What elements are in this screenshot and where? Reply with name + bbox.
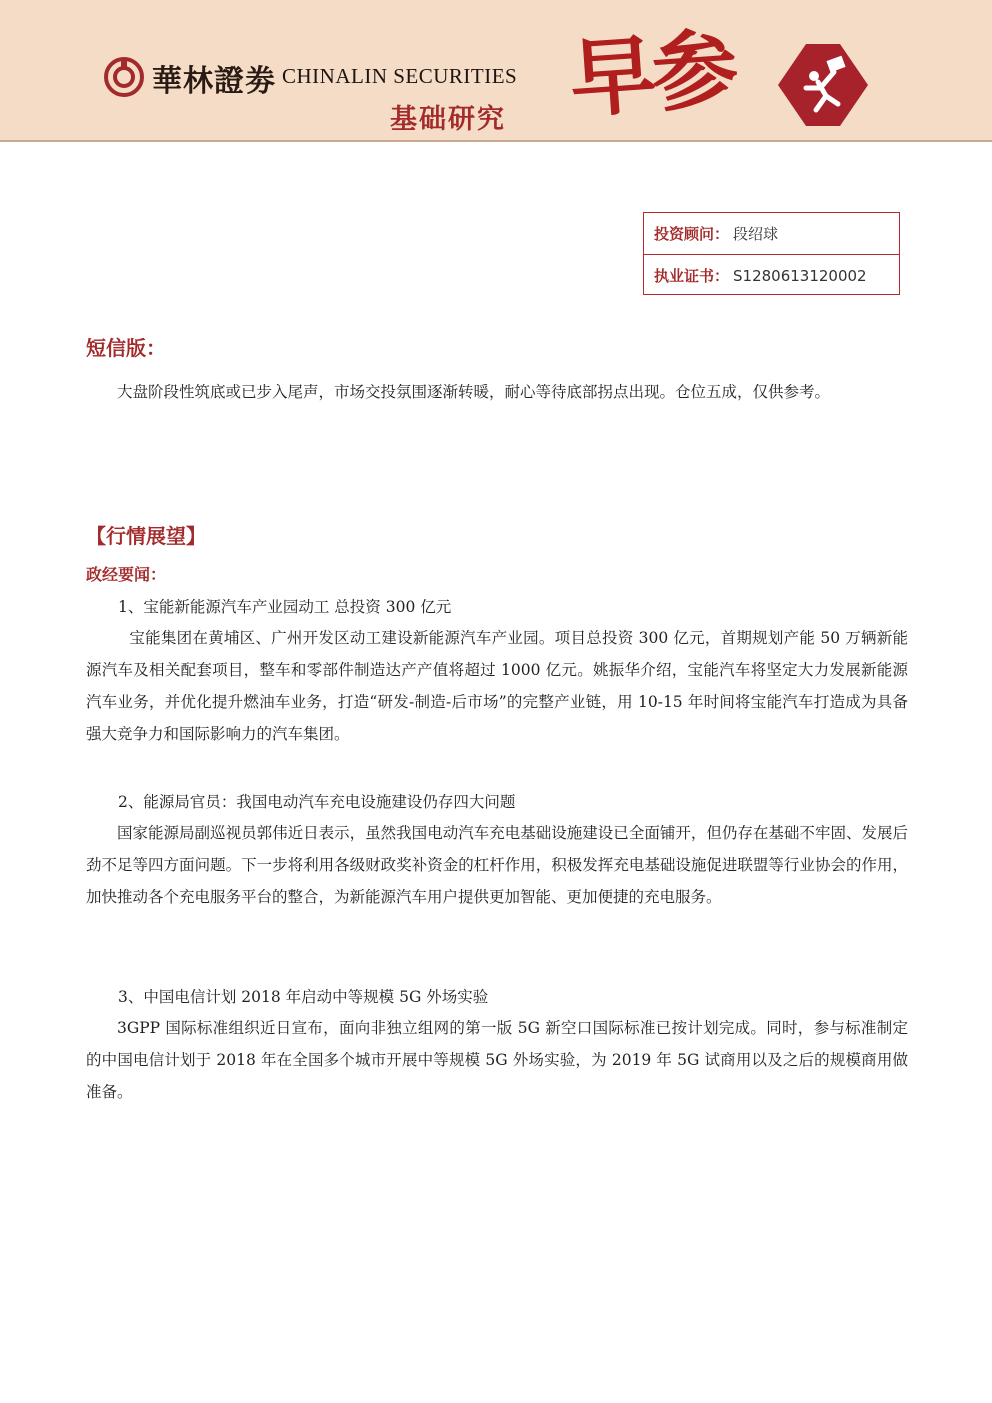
news-subheading: 政经要闻： [86,565,167,584]
license-label: 执业证书： [654,267,730,285]
news-item-body: 3GPP 国际标准组织近日宣布，面向非独立组网的第一版 5G 新空口国际标准已按计划完成。同时，参与标准制定的中国电信计划于 2018 年在全国多个城市开展中等规模 5G 外场实验，为 2019 年 5G 试商用以及之后的规模商用做准备。 [86,1019,908,1101]
news-item-title: 3、中国电信计划 2018 年启动中等规模 5G 外场实验 [118,988,489,1006]
brand-name-chinese: 華林證劵 [152,64,276,99]
news-item-title: 1、宝能新能源汽车产业园动工 总投资 300 亿元 [118,598,452,616]
report-category: 基础研究 [390,104,506,135]
sms-text: 大盘阶段性筑底或已步入尾声，市场交投氛围逐渐转暖，耐心等待底部拐点出现。仓位五成，仅供参考。 [117,383,831,401]
news-item-body: 宝能集团在黄埔区、广州开发区动工建设新能源汽车产业园。项目总投资 300 亿元，首期规划产能 50 万辆新能源汽车及相关配套项目，整车和零部件制造达产产值将超过 1000 亿元。姚振华介绍，宝能汽车将坚定大力发展新能源汽车业务，并优化提升燃油车业务，打造“研发-制造-后市场”的完整产业链，用 10-15 年时间将宝能汽车打造成为具备强大竞争力和国际影响力的汽车集团。 [86,629,908,743]
consultant-name: 段绍球 [733,225,779,243]
advisor-info-box [643,212,900,295]
consultant-label: 投资顾问： [654,225,730,243]
license-number: S1280613120002 [733,266,867,285]
page-header [0,0,992,142]
brand-name-english: CHINALIN SECURITIES [282,64,518,88]
license-row [644,254,899,296]
consultant-row [644,213,899,254]
company-logo-icon [104,57,144,97]
news-item-title: 2、能源局官员：我国电动汽车充电设施建设仍存四大问题 [118,793,516,811]
report-title: 早参 [566,18,738,131]
outlook-heading: 【行情展望】 [86,524,206,548]
runner-emblem-icon [776,42,870,128]
news-item-body: 国家能源局副巡视员郭伟近日表示，虽然我国电动汽车充电基础设施建设已全面铺开，但仍存在基础不牢固、发展后劲不足等四方面问题。下一步将利用各级财政奖补资金的杠杆作用，积极发挥充电基础设施促进联盟等行业协会的作用，加快推动各个充电服务平台的整合，为新能源汽车用户提供更加智能、更加便捷的充电服务。 [86,824,908,906]
sms-heading: 短信版： [86,336,166,360]
